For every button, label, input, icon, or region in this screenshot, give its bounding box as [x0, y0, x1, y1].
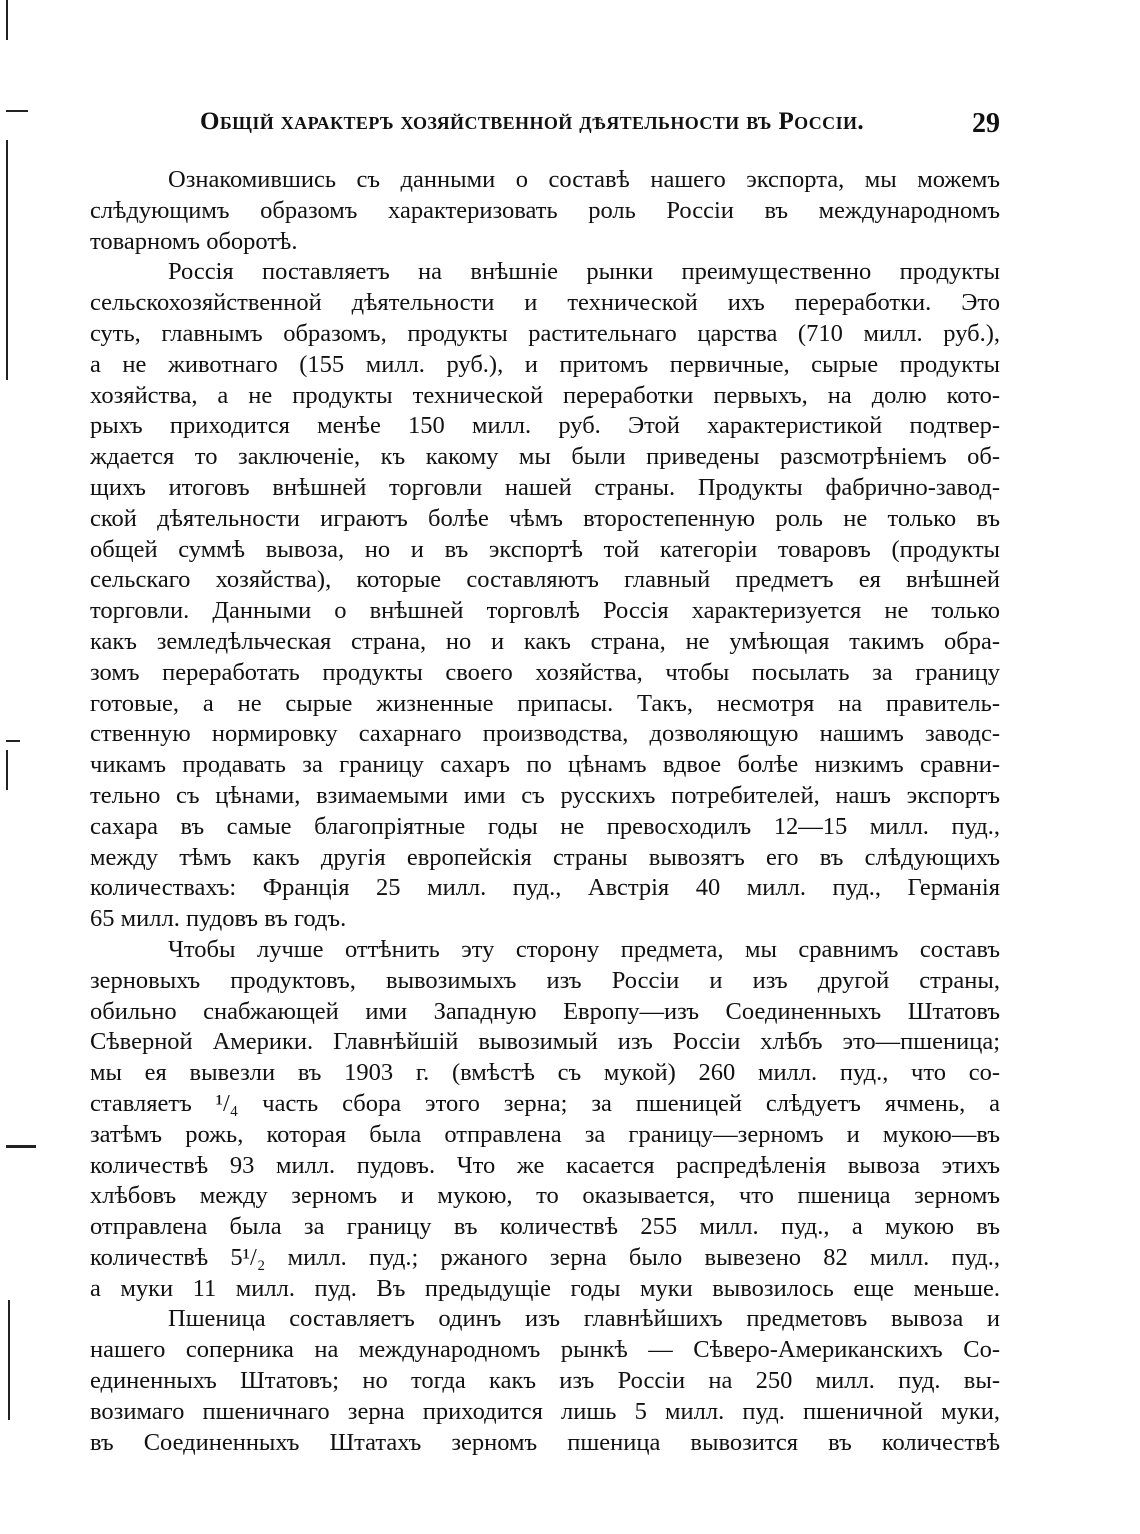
scan-edge-mark [6, 110, 28, 112]
text-line: ственную нормировку сахарнаго производства, дозволяющую нашимъ заводс- [90, 720, 1000, 748]
text-line: отправлена была за границу въ количествѣ 255 милл. пуд., а мукою въ [90, 1213, 1000, 1241]
scan-edge-mark [6, 1145, 36, 1148]
running-head: Общiй характеръ хозяйственной дѣятельности въ Россiи. [200, 108, 865, 135]
text-line: а не животнаго (155 милл. руб.), и притомъ первичные, сырые продукты [90, 350, 1000, 378]
text-line: въ Соединенныхъ Штатахъ зерномъ пшеница вывозится въ количествѣ [90, 1428, 1000, 1456]
scan-edge-mark [6, 140, 8, 380]
text-line: зерновыхъ продуктовъ, вывозимыхъ изъ Россiи и изъ другой страны, [90, 966, 1000, 994]
body-text [90, 165, 1000, 1458]
text-line: рыхъ приходится менѣе 150 милл. руб. Этой характеристикой подтвер- [90, 412, 1000, 440]
text-line: обильно снабжающей ими Западную Европу—изъ Соединенныхъ Штатовъ [90, 997, 1000, 1025]
text-line: сельскаго хозяйства), которые составляютъ главный предметъ ея внѣшней [90, 566, 1000, 594]
text-line: между тѣмъ какъ другiя европейскiя страны вывозятъ его въ слѣдующихъ [90, 843, 1000, 871]
text-line: количествѣ 93 милл. пудовъ. Что же касается распредѣленiя вывоза этихъ [90, 1151, 1000, 1179]
text-line: зомъ переработать продукты своего хозяйства, чтобы посылать за границу [90, 658, 1000, 686]
text-line: щихъ итоговъ внѣшней торговли нашей страны. Продукты фабрично-завод- [90, 473, 1000, 501]
text-line: нашего соперника на международномъ рынкѣ — Сѣверо-Американскихъ Со- [90, 1336, 1000, 1364]
text-line: Чтобы лучше оттѣнить эту сторону предмета, мы сравнимъ составъ [168, 935, 1000, 963]
text-line: слѣдующимъ образомъ характеризовать роль Россiи въ международномъ [90, 196, 1000, 224]
text-line: какъ земледѣльческая страна, но и какъ страна, не умѣющая такимъ обра- [90, 627, 1000, 655]
text-line: сельскохозяйственной дѣятельности и технической ихъ переработки. Это [90, 289, 1000, 317]
scan-edge-mark [8, 1300, 10, 1420]
text-line: товарномъ оборотѣ. [90, 227, 298, 255]
text-line: чикамъ продавать за границу сахаръ по цѣнамъ вдвое болѣе низкимъ сравни- [90, 751, 1000, 779]
page-number: 29 [972, 108, 1000, 139]
text-line: Пшеница составляетъ одинъ изъ главнѣйшихъ предметовъ вывоза и [168, 1305, 1000, 1333]
text-line: Ознакомившись съ данными о составѣ нашего экспорта, мы можемъ [168, 166, 1000, 193]
text-line: ской дѣятельности играютъ болѣе чѣмъ второстепенную роль не только въ [90, 504, 1000, 532]
text-line: суть, главнымъ образомъ, продукты растительнаго царства (710 милл. руб.), [90, 319, 1000, 347]
text-line: общей суммѣ вывоза, но и въ экспортѣ той категорiи товаровъ (продукты [90, 535, 1000, 563]
text-line: хлѣбовъ между зерномъ и мукою, то оказывается, что пшеница зерномъ [90, 1182, 1000, 1210]
text-line: хозяйства, а не продукты технической переработки первыхъ, на долю кото- [90, 381, 1000, 409]
text-line: количествѣ 5¹/₂ милл. пуд.; ржаного зерна было вывезено 82 милл. пуд., [90, 1243, 1000, 1271]
text-line: Россiя поставляетъ на внѣшнiе рынки преимущественно продукты [168, 258, 1000, 286]
scan-edge-mark [6, 0, 8, 40]
scan-edge-mark [6, 750, 8, 790]
text-line: 65 милл. пудовъ въ годъ. [90, 905, 347, 933]
text-line: готовые, а не сырые жизненные припасы. Такъ, несмотря на правитель- [90, 689, 1000, 717]
text-line: единенныхъ Штатовъ; но тогда какъ изъ Россiи на 250 милл. пуд. вы- [90, 1367, 1000, 1395]
scan-edge-mark [6, 740, 20, 742]
text-line: ждается то заключенiе, къ какому мы были приведены разсмотрѣнiемъ об- [90, 443, 1000, 471]
text-line: тельно съ цѣнами, взимаемыми ими съ русскихъ потребителей, нашъ экспортъ [90, 781, 1000, 809]
text-line: а муки 11 милл. пуд. Въ предыдущiе годы муки вывозилось еще меньше. [90, 1274, 1000, 1302]
text-line: мы ея вывезли въ 1903 г. (вмѣстѣ съ мукой) 260 милл. пуд., что со- [90, 1059, 1000, 1087]
text-line: сахара въ самые благопрiятные годы не превосходилъ 12—15 милл. пуд., [90, 812, 1000, 840]
text-line: Сѣверной Америки. Главнѣйшiй вывозимый изъ Россiи хлѣбъ это—пшеница; [90, 1028, 1000, 1056]
page-header [200, 108, 1000, 144]
text-line: торговли. Данными о внѣшней торговлѣ Россiя характеризуется не только [90, 597, 1000, 625]
text-line: возимаго пшеничнаго зерна приходится лишь 5 милл. пуд. пшеничной муки, [90, 1397, 1000, 1425]
text-line: ставляетъ ¹/₄ часть сбора этого зерна; за пшеницей слѣдуетъ ячмень, а [90, 1089, 1000, 1117]
text-line: количествахъ: Францiя 25 милл. пуд., Австрiя 40 милл. пуд., Германiя [90, 874, 1000, 902]
text-line: затѣмъ рожь, которая была отправлена за границу—зерномъ и мукою—въ [90, 1120, 1000, 1148]
